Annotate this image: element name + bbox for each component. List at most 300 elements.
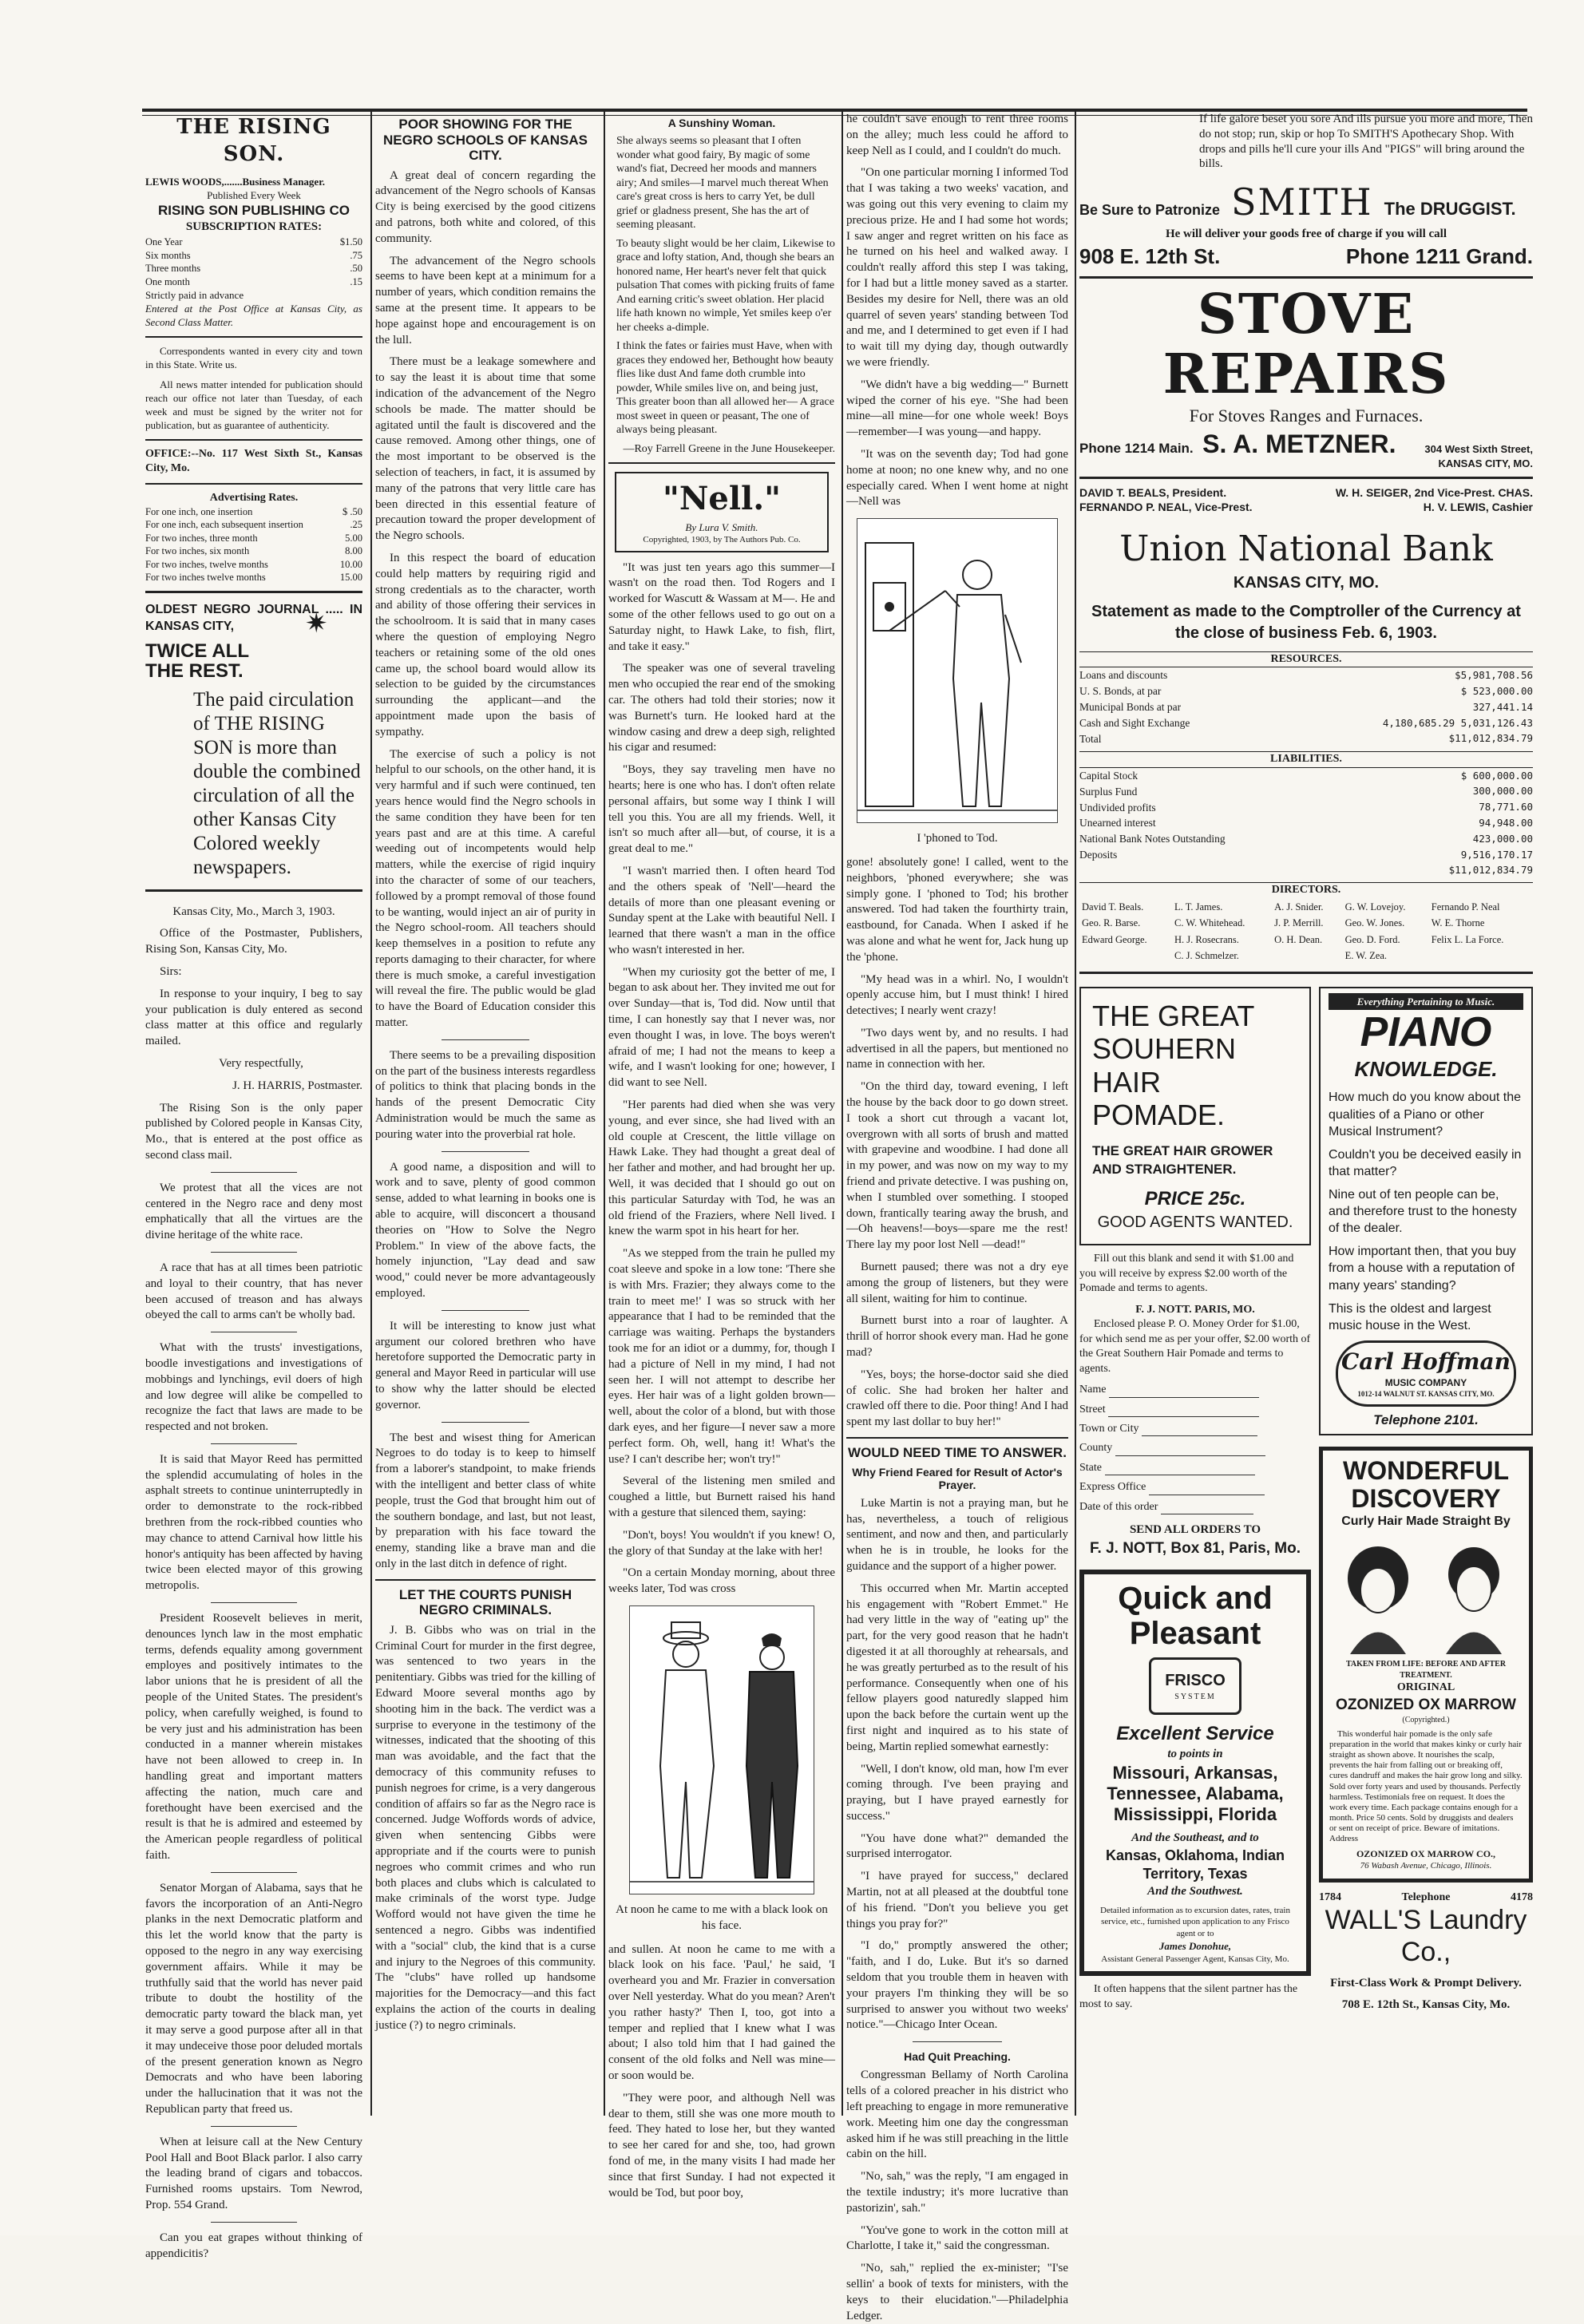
entered-note: Entered at the Post Office at Kansas City, as Second Class Matter.: [145, 303, 362, 329]
fin-row: [1079, 699, 1533, 715]
adv-label: For two inches twelve months: [145, 572, 266, 584]
smith-contact: [1079, 243, 1533, 270]
adv-value: 10.00: [339, 558, 362, 570]
adv-label: For one inch, one insertion: [145, 505, 253, 517]
ox-marrow-name: OZONIZED OX MARROW: [1336, 1696, 1516, 1714]
story-byline: By Lura V. Smith.: [685, 521, 758, 533]
paragraph: gone! absolutely gone! I called, went to the neighbors, 'phoned everywhere; she was simply gone. I 'phoned to Tod; his brother answered. Tod had taken the fourthirty train, eastbound, for Canada. When I asked if he was alone and what he went for, Jack hung up the 'phone.: [846, 855, 1068, 964]
bank-officers-left: DAVID T. BEALS, President. FERNANDO P. NEAL, Vice-Prest.: [1079, 485, 1253, 514]
hair-pomade-agents: GOOD AGENTS WANTED.: [1097, 1213, 1293, 1231]
illustration-telephone: [857, 518, 1058, 823]
column-rule: [842, 110, 843, 2116]
adv-label: For two inches, twelve months: [145, 558, 268, 570]
frisco-service: Excellent Service: [1116, 1723, 1274, 1745]
rate-label: One month: [145, 275, 190, 287]
rate-label: One Year: [145, 236, 183, 248]
ox-marrow-title: WONDERFUL DISCOVERY: [1343, 1455, 1509, 1514]
adv-value: $ .50: [343, 505, 362, 517]
divider: [145, 336, 362, 338]
adv-label: For two inches, six month: [145, 545, 250, 557]
walls-phones: [1319, 1890, 1533, 1905]
frisco-ad: [1079, 1570, 1311, 1976]
rate-row: [145, 236, 362, 249]
adv-row: [145, 571, 362, 584]
divider: [211, 2222, 298, 2223]
frisco-agent: James Donohue,: [1158, 1940, 1232, 1953]
paragraph: Several of the listening men smiled and coughed a little, but Burnett raised his hand with a gesture that silenced them, saying:: [608, 1475, 835, 1519]
paragraph: "It was on the seventh day; Tod had gone home at noon; no one knew why, and no one especially cared. When I went home at night—Nell was: [846, 447, 1068, 509]
frisco-agent-title: Assistant General Passenger Agent, Kansas City, Mo.: [1101, 1954, 1289, 1964]
bank-statement: Statement as made to the Comptroller of the Currency at the close of business Feb. 6, 1903.: [1091, 603, 1521, 642]
director: A. J. Snider.: [1274, 901, 1324, 913]
article-headline: LET THE COURTS PUNISH NEGRO CRIMINALS.: [398, 1586, 572, 1618]
director: J. P. Merrill.: [1274, 917, 1324, 929]
smith-address: 908 E. 12th St.: [1079, 243, 1221, 268]
adv-value: 15.00: [339, 572, 362, 584]
form-blank[interactable]: [1105, 1465, 1256, 1475]
fin-label: [1079, 863, 1367, 878]
fin-value: $11,012,834.79: [1448, 732, 1533, 745]
letter-address: Office of the Postmaster, Publishers, Rising Son, Kansas City, Mo.: [145, 927, 362, 956]
hoffman-logo: [1336, 1340, 1516, 1407]
resources-table: [1079, 667, 1533, 746]
director: [1081, 948, 1172, 964]
liabilities-table: [1079, 768, 1533, 877]
paragraph: It will be interesting to know just what argument our colored brethren who have heretofore supported the Democratic party in general and Mayor Reed in particular will use to show why the latter should be elected governor.: [375, 1319, 596, 1411]
column-2: [375, 112, 596, 2187]
ox-marrow-company: OZONIZED OX MARROW CO.,: [1356, 1847, 1496, 1859]
fin-value: $11,012,834.79: [1448, 863, 1533, 876]
paragraph: "My head was in a whirl. No, I wouldn't openly accuse him, but I must think! I hired detectives; I nearly went crazy!: [846, 972, 1068, 1018]
letter-date: Kansas City, Mo., March 3, 1903.: [172, 905, 335, 918]
fin-row: [1079, 715, 1533, 731]
before-after-portraits: [1330, 1534, 1522, 1654]
ox-marrow-ad: [1319, 1447, 1533, 1883]
ox-marrow-caption: TAKEN FROM LIFE: BEFORE AND AFTER TREATMENT.: [1345, 1660, 1507, 1680]
paragraph: There seems to be a prevailing disposition on the part of the business interests regardless of politics to think that placing bonds in the hands of the present Democratic City Administration would be much the same as pouring water into the proverbial rat hole.: [375, 1048, 596, 1141]
smith-phone: Phone 1211 Grand.: [1345, 243, 1533, 268]
paragraph: and sullen. At noon he came to me with a black look on his face. 'Paul,' he said, 'I overheard you and Mr. Frazier in conversation over Nell yesterday. What do you mean? Aren't you rather hasty?' Then I, too, got into a temper and replied that I knew what I was about; I also told him that I had gained the consent of the old folks and Nell was mine—or soon would be.: [608, 1942, 835, 2082]
paragraph: "Well, I don't know, old man, how I'm ever coming through. I've been praying and praying, but I have prayed earnestly for success.": [846, 1762, 1068, 1823]
fin-label: Cash and Sight Exchange: [1079, 716, 1190, 729]
paid-circulation: The paid circulation of THE RISING SON is more than double the combined circulation of all the other Kansas City Colored weekly newspapers.: [193, 688, 361, 878]
masthead-title: THE RISING SON.: [176, 115, 331, 167]
divider: [211, 1443, 298, 1444]
piano-phone: Telephone 2101.: [1373, 1411, 1479, 1427]
adv-value: 8.00: [345, 545, 362, 557]
column-3: [608, 112, 835, 2199]
fin-value: 78,771.60: [1479, 801, 1533, 814]
paragraph: It is said that Mayor Reed has permitted the splendid accumulating of holes in the asphalt streets to continue uninterruptedly in order to demonstrate to the rock-ribbed brethren from the rock-ribbed counties who may chance to attend Carnival how little his honor's antiquity has been affected by having twice been elected mayor of this growing metropolis.: [145, 1452, 362, 1593]
rate-row: [145, 249, 362, 263]
rate-row: [145, 275, 362, 289]
paragraph: "No, sah," replied the ex-minister; "I'se sellin' a book of texts for ministers, with the keys to their elucidation."—Philadelphia Ledger.: [846, 2262, 1068, 2322]
story-title: "Nell.": [662, 480, 781, 518]
fin-label: Capital Stock: [1079, 769, 1138, 782]
poem-attribution: —Roy Farrell Greene in the June Housekeeper.: [623, 442, 835, 455]
adv-row: [145, 505, 362, 519]
paragraph: "Boys, they say traveling men have no hearts; here is one who has. I don't often relate personal affairs, but some way I think I will tell you this. You are all my friends. Well, it isn't so much after all—but, of course, it is a great deal to me.": [608, 763, 835, 856]
fin-label: Deposits: [1079, 849, 1118, 861]
director: C. J. Schmelzer.: [1174, 950, 1239, 962]
hair-pomade-price: PRICE 25c.: [1144, 1188, 1246, 1210]
ox-marrow-address: 76 Wabash Avenue, Chicago, Illinois.: [1360, 1861, 1492, 1871]
fin-label: National Bank Notes Outstanding: [1079, 833, 1226, 845]
smith-patronize: Be Sure to Patronize: [1079, 202, 1221, 218]
fin-value: 300,000.00: [1472, 785, 1533, 798]
paragraph: The Rising Son is the only paper published by Colored people in Kansas City, Mo., that is entered at the post office as second class mail.: [145, 1101, 362, 1162]
divider: [442, 1151, 529, 1152]
paragraph: "Her parents had died when she was very young, and ever since, she had lived with an old couple at Crescent, the little village on Hawk Lake. They had thought a great deal of her father and mother, and had brought her up. Well, it was decided that I should go out on this particular Saturday with Tod, he was an old friend of the Fraziers, where Nell lived. I knew the warm spot in his heart for her.: [608, 1099, 835, 1238]
directors-row: [1081, 900, 1531, 915]
director: C. W. Whitehead.: [1174, 917, 1245, 929]
piano-ad: [1319, 987, 1533, 1435]
illustration-caption: At noon he came to me with a black look on his face.: [616, 1902, 828, 1932]
piano-para: How much do you know about the qualities of a Piano or other Musical Instrument?: [1329, 1091, 1522, 1138]
hair-send-orders: SEND ALL ORDERS TO: [1129, 1523, 1261, 1537]
divider: [442, 1422, 529, 1423]
hoffman-company: MUSIC COMPANY: [1384, 1376, 1467, 1388]
hair-pomade-title: THE GREAT SOUHERN HAIR POMADE.: [1092, 999, 1254, 1131]
paragraph: The exercise of such a policy is not helpful to our schools, on the other hand, it is very harmful and if such were continued, ten years hence would find the Negro schools in the same condition they have been for ten years past and are at this time. A careful weeding out of incompetents would help matters, while the exercise of rigid inquiry into the character of some of our teachers, followed by a prompt removal of those found to be wanting, would inject an air of purity in the Negro school-room. All teachers should keep themselves in a position to refute any reports damaging to their character, for where there is much smoke, a careful investigation will reveal the fire. The public would be glad to have the Board of Education consider this matter.: [375, 747, 596, 1030]
form-row-county[interactable]: [1079, 1441, 1311, 1455]
advertising-rates: [145, 505, 362, 584]
article-headline: POOR SHOWING FOR THE NEGRO SCHOOLS OF KANSAS CITY.: [383, 117, 588, 164]
fin-row: [1079, 667, 1533, 683]
published-weekly: Published Every Week: [207, 188, 301, 201]
directors-table: [1079, 898, 1533, 965]
paragraph: he couldn't save enough to rent three rooms on the alley; much less could he afford to keep Nell as I could, and I couldn't do much.: [846, 113, 1068, 157]
rate-label: Six months: [145, 249, 191, 261]
walls-phone-1: 1784: [1319, 1890, 1341, 1903]
fin-row: [1079, 863, 1533, 878]
piano-top-banner: Everything Pertaining to Music.: [1329, 993, 1523, 1010]
fin-row: [1079, 784, 1533, 800]
smith-deliver: He will deliver your goods free of charge if you will call: [1165, 227, 1447, 240]
divider: [145, 439, 362, 441]
paragraph: In this respect the board of education could help matters by requiring rigid and strong credentials as to the character, worth and ability of those offering their services in the schoolroom. It is said that in many cases where the question of employing Negro teachers or retaining some of the old ones came up, the school board would allow its selection to be guided by the circumstances surrounding the applicant—and the appointment made upon the basis of sympathy.: [375, 551, 596, 738]
column-rule: [370, 110, 372, 2116]
column-rule: [1075, 110, 1076, 2116]
frisco-logo: [1149, 1657, 1241, 1715]
hoffman-address: 1012-14 WALNUT ST. KANSAS CITY, MO.: [1357, 1389, 1495, 1398]
telephone-man-illustration: [857, 519, 1057, 822]
divider: [846, 1437, 1068, 1439]
form-blank[interactable]: [1161, 1504, 1253, 1514]
adv-row: [145, 558, 362, 572]
paragraph: "Two days went by, and no results. I had advertised in all the papers, but mentioned no name in connection with her.: [846, 1026, 1068, 1071]
form-row-town[interactable]: [1079, 1422, 1311, 1436]
director: Geo. D. Ford.: [1344, 933, 1400, 945]
fin-label: Municipal Bonds at par: [1079, 701, 1182, 714]
fin-label: Unearned interest: [1079, 817, 1156, 829]
form-blank[interactable]: [1142, 1426, 1257, 1436]
column-ads: [1079, 112, 1533, 2187]
paragraph: "We didn't have a big wedding—" Burnett wiped the corner of his eye. "She had been mine—all mine—for one whole week! Boys—remember—I was young—and happy.: [846, 378, 1068, 439]
ads-left-column: [1079, 980, 1311, 2018]
letter-signature: J. H. HARRIS, Postmaster.: [232, 1079, 362, 1092]
frisco-southwest: And the Southwest.: [1147, 1885, 1243, 1898]
paragraph: "When my curiosity got the better of me, I began to ask about her. They invited me out for over Sunday—that is, Tod did. Now until that time, I can honestly say that I never was, nor even thought I was, in love. The boys weren't afraid of me; I had not the means to keep a wife, and I wasn't looking for one; however, I did want to see Nell.: [608, 965, 835, 1090]
piano-title: PIANO: [1360, 1008, 1492, 1055]
divider: [1079, 477, 1533, 479]
fin-label: U. S. Bonds, at par: [1079, 685, 1162, 698]
adv-value: 5.00: [345, 532, 362, 544]
paragraph: What with the trusts' investigations, boodle investigations and investigations of mobbings and lynchings, evil doers of high and low degree will alike be compelled to recognize the fact that laws are made to be respected and not broken.: [145, 1341, 362, 1434]
stove-title: STOVE REPAIRS: [1162, 282, 1450, 406]
fin-label: Loans and discounts: [1079, 669, 1168, 682]
rate-value: .15: [350, 275, 362, 287]
paragraph: A great deal of concern regarding the advancement of the Negro schools of Kansas City is being exercised by the good citizens and patrons, both white and colored, of this community.: [375, 168, 596, 245]
form-blank[interactable]: [1115, 1446, 1266, 1456]
piano-para: Couldn't you be deceived easily in that matter?: [1329, 1147, 1522, 1178]
director: E. W. Zea.: [1344, 950, 1387, 962]
rate-value: .50: [350, 263, 362, 275]
column-rule: [604, 110, 605, 2116]
walls-tagline: First-Class Work & Prompt Delivery.: [1330, 1976, 1522, 1989]
paragraph: Senator Morgan of Alabama, says that he favors the incorporation of an Anti-Negro planks in the next Democratic platform and this let the world know that the party is opposed to the negro in any way exercising government affairs. While it may be truthfully said that the world has never paid tribute to doubt the hostility of the democratic party toward the black man, yet it may serve a good purpose after all in that it may undeceive those poor deluded mortals of the present generation known as Negro Democrats and who have been laboring under the hallucination that it was not the Republican party that freed us.: [145, 1881, 362, 2116]
divider: [211, 1872, 298, 1873]
form-row-express[interactable]: [1079, 1480, 1311, 1495]
fin-value: 4,180,685.29 5,031,126.43: [1382, 716, 1533, 729]
divider: [145, 591, 362, 593]
fin-row: [1079, 800, 1533, 816]
paragraph: "On a certain Monday morning, about three weeks later, Tod was cross: [608, 1566, 835, 1596]
piano-para: How important then, that you buy from a house with a reputation of many years' standing?: [1329, 1245, 1516, 1293]
piano-para: This is the oldest and largest music house in the West.: [1329, 1301, 1491, 1332]
walls-laundry-ad: [1319, 1890, 1533, 2013]
form-row-state[interactable]: [1079, 1461, 1311, 1475]
paragraph: "You've gone to work in the cotton mill at Charlotte, I take it," said the congressman.: [846, 2223, 1068, 2253]
adv-row: [145, 544, 362, 558]
director: [1431, 948, 1531, 964]
advertising-heading: Advertising Rates.: [209, 491, 299, 504]
frisco-logo-system: SYSTEM: [1174, 1692, 1216, 1701]
rate-label: Three months: [145, 263, 201, 275]
directors-row: [1081, 948, 1531, 964]
paragraph: "As we stepped from the train he pulled my coat sleeve and spoke in a low tone: 'There she is with Mrs. Frazier; they always come to the train to meet me!' I was so struck with her appearance that I had to be reminded that the carriage was waiting. Perhaps the bystanders took me for an idiot or a dummy, for, though I had a picture of Nell in my mind, I had not seen her. I will not attempt to describe her eyes. Her hair was of a light golden brown—well, about the color of a blond, but with those dark eyes, and her figure—I never saw a more perfect form. Oh, well, hang it! What's the use? I can't describe her; won't try!": [608, 1247, 835, 1466]
paragraph: "Yes, boys; the horse-doctor said she died of colic. She had broken her halter and crawled off there to die. Poor thing! And I had spent my last dollar to buy her!": [846, 1368, 1068, 1429]
divider: [211, 2126, 298, 2127]
ox-marrow-original: ORIGINAL: [1396, 1681, 1455, 1693]
fin-label: Surplus Fund: [1079, 785, 1138, 798]
directors-row: [1081, 932, 1531, 948]
form-row-street[interactable]: [1079, 1403, 1311, 1417]
divider: [913, 2041, 1001, 2042]
form-label: Town or City: [1079, 1422, 1139, 1435]
rate-value: $1.50: [339, 236, 362, 248]
hoffman-brand: Carl Hoffman: [1341, 1348, 1511, 1375]
paragraph: We protest that all the vices are not centered in the Negro race and deny most emphatically that all the virtues are the divine heritage of the white race.: [145, 1181, 362, 1242]
paragraph: When at leisure call at the New Century Pool Hall and Boot Black parlor. I also carry the leading brand of cigars and tobaccos. Furnished rooms upstairs. Tom Newrod, Prop. 554 Grand.: [145, 2135, 362, 2211]
smith-poem: If life galore beset you sore And ills pursue you more and more, Then do not stop; run, skip or hop To SMITH'S Apothecary Shop. With drops and pills he'll cure your ills And "PIGS" will bring around the bills.: [1199, 113, 1533, 171]
advance-note: Strictly paid in advance: [145, 289, 244, 302]
walls-address: 708 E. 12th St., Kansas City, Mo.: [1341, 1998, 1511, 2012]
paragraph: "No, sah," was the reply, "I am engaged in the textile industry; it's more lucrative than pastorizin', sah.": [846, 2170, 1068, 2215]
divider: [211, 1172, 298, 1173]
silent-partner: It often happens that the silent partner has the most to say.: [1079, 1983, 1298, 2010]
ox-marrow-body: This wonderful hair pomade is the only safe preparation in the world that makes kinky or curly hair straight as shown above. It nourishes the scalp, prevents the hair from falling out or breaking off, cures dandruff and makes the hair grow long and silky. Sold over forty years and used by thousands. Perfectly harmless. Testimonials free on request. It does the work every time. Each package contains enough for a month. Price 50 cents. Sold by druggists and dealers or sent on receipt of price. Beware of imitations. Address: [1329, 1728, 1523, 1844]
article-headline: Had Quit Preaching.: [904, 2050, 1011, 2064]
subscription-heading: SUBSCRIPTION RATES:: [185, 220, 323, 234]
frisco-and: And the Southeast, and to: [1131, 1831, 1259, 1844]
paragraph: A race that has at all times been patriotic and loyal to their country, that has never been accused of treason and has always obeyed the call to arms can't be wholly bad.: [145, 1261, 362, 1322]
fin-row: [1079, 815, 1533, 831]
story-title-box: [615, 472, 829, 552]
paragraph: Burnett paused; there was not a dry eye among the group of listeners, but they were all silent, waiting for him to continue.: [846, 1261, 1068, 1305]
hair-fill-instructions: Fill out this blank and send it with $1.00 and you will receive by express $2.00 worth of the Pomade and terms to agents.: [1079, 1253, 1294, 1295]
frisco-to: to points in: [1167, 1747, 1223, 1760]
paragraph: "I do," promptly answered the other; "faith, and I do, Luke. But it's so darned seldom that you trouble them in heaven with your prayers I'm thinking they will be so surprised to answer you without two weeks' notice."—Chicago Inter Ocean.: [846, 1939, 1068, 2032]
poem-stanza: To beauty slight would be her claim, Likewise to grace and lofty station, And, though she bears an honored name, Her heart's never felt that quick pulsation That comes with picking fruits of fame And earning critic's sweet oblation. Her placid life hath known no wimple, Yet smiles keep o'er her cheeks a-dimple.: [616, 237, 835, 334]
fin-value: $ 523,000.00: [1460, 684, 1533, 697]
paragraph: A good name, a disposition and will to work and to save, plenty of good common sense, added to what learning in books one is able to acquire, will disconcert a thousand theories on "How to Solve the Negro Problem." In view of the above facts, the homely injunction, "Lay dead and saw wood," could never be more advantageously employed.: [375, 1160, 596, 1301]
resources-heading: RESOURCES.: [1079, 651, 1533, 667]
article-headline: WOULD NEED TIME TO ANSWER.: [848, 1445, 1067, 1461]
bank-city: KANSAS CITY, MO.: [1233, 573, 1380, 592]
form-blank[interactable]: [1108, 1407, 1259, 1417]
form-label: County: [1079, 1442, 1113, 1455]
paragraph: "They were poor, and although Nell was dear to them, still she was one more mouth to feed. They hated to lose her, but they wanted to see her cared for and she, too, had grown fond of me, in the many visits I had made her since that first Sunday. I had not expected it would be Tod, but poor boy,: [608, 2091, 835, 2199]
fin-row: [1079, 731, 1533, 747]
fin-value: 423,000.00: [1472, 832, 1533, 845]
fin-value: 327,441.14: [1472, 700, 1533, 713]
paragraph: This occurred when Mr. Martin accepted his engagement with "Robert Emmet." He had very little in the way of "eating up" the part, for the very good reason that he hadn't digested it at all thoroughly at rehearsals, and he was greatly perturbed as to the result of his performance. Consequently when one of his fellow players good naturedly slapped him upon the back before the curtain went up the first night and inquired as to his state of being, Martin replied somewhat earnestly:: [846, 1582, 1068, 1753]
fin-label: Total: [1079, 732, 1102, 745]
stove-address: 304 West Sixth Street, KANSAS CITY, MO.: [1424, 443, 1533, 469]
poem-title: A Sunshiny Woman.: [667, 117, 776, 129]
walls-title: WALL'S Laundry Co.,: [1325, 1905, 1527, 1967]
letter-close: Very respectfully,: [219, 1056, 303, 1070]
paragraph: The best and wisest thing for American Negroes to do today is to keep to himself from a laborer's standpoint, to make friends with the intelligent and better class of white people, trust the God that brought him out of the southern bondage, and last, but not least, by preparation with his face toward the enemy, standing like a brave man and die only in the last ditch in defence of right.: [375, 1431, 596, 1570]
fin-row: [1079, 831, 1533, 847]
form-blank[interactable]: [1149, 1485, 1265, 1495]
form-label: Date of this order: [1079, 1500, 1158, 1513]
paragraph: "On the third day, toward evening, I left the house by the back door to go down street. I took a short cut through a vacant lot, overgrown with all sorts of brush and matted with grapevine and woodbine. I had done all in my power, and was now on my way to my friend and private detective. I was pushing on, when I stumbled over something. I stooped down, frantically tearing away the brush, and—Oh heavens!—boys—spare me the rest! There lay my poor lost Nell —dead!": [846, 1080, 1068, 1252]
frisco-logo-text: FRISCO: [1165, 1672, 1226, 1690]
walls-telephone-label: Telephone: [1401, 1890, 1451, 1903]
divider: [1079, 972, 1533, 974]
piano-para: Nine out of ten people can be, and therefore trust to the honesty of the dealer.: [1329, 1188, 1517, 1236]
divider: [211, 1602, 298, 1603]
letter-body: In response to your inquiry, I beg to say your publication is duly entered as second class matter at this office and regularly mailed.: [145, 987, 362, 1048]
divider: [145, 889, 362, 892]
fin-row: [1079, 683, 1533, 699]
star-icon: ✷: [305, 609, 328, 639]
adv-row: [145, 532, 362, 545]
poem-stanza: I think the fates or fairies must Have, when with graces they endowed her, Bethought how beauty flies like dust And fame doth crumble into powder, While smiles live on, and being just, This greater boon than all allowed her— A grace most sweet in queen or peasant, The one of always being pleasant.: [616, 340, 834, 437]
fin-value: 9,516,170.17: [1460, 848, 1533, 861]
poem-stanza: She always seems so pleasant that I often wonder what good fairy, By magic of some wand's fiat, Decreed her moods and manners airy; And smiles—I marvel much thereat When care's great cross is hers to carry Yet, be dull grief or gladness present, She has the art of seeming pleasant.: [616, 135, 829, 232]
form-blank[interactable]: [1109, 1388, 1260, 1398]
director: Geo. W. Jones.: [1344, 917, 1405, 929]
bank-officers: [1079, 485, 1533, 515]
form-label: Name: [1079, 1384, 1107, 1396]
frisco-states: Missouri, Arkansas, Tennessee, Alabama, Mississippi, Florida: [1107, 1762, 1284, 1825]
illustration-caption: I 'phoned to Tod.: [917, 832, 998, 845]
director: W. E. Thorne: [1431, 917, 1485, 929]
bank-officers-right: W. H. SEIGER, 2nd Vice-Prest. CHAS. H. V. LEWIS, Cashier: [1335, 485, 1533, 514]
frisco-detail: Detailed information as to excursion dates, rates, train service, etc., furnished upon application to any Frisco agent or to: [1100, 1905, 1290, 1938]
director: Geo. R. Barse.: [1082, 917, 1141, 929]
paragraph: "On one particular morning I informed Tod that I was taking a two weeks' vacation, and was going out this very evening to claim my precious prize. He and I had some hot words; I saw anger and regret written on his face as he turned on his heel and walked away. I couldn't really afford this step I was taking, for I had but a little money saved as a starter. Besides my desire for Nell, there was an old quarrel of seven years' standing between Tod and me, and I determined to get even if I had to wait till my dying day, though outwardly we were friendly.: [846, 166, 1068, 369]
paragraph: The speaker was one of several traveling men who occupied the rear end of the smoking car. The others had told their stories; now it was Burnett's turn. He looked hard at the window casing and drew a deep sigh, relighted his cigar and resumed:: [608, 662, 835, 754]
bank-name: Union National Bank: [1119, 528, 1493, 569]
illustration-two-men: [629, 1605, 814, 1894]
fin-row: [1079, 768, 1533, 784]
fin-value: $5,981,708.56: [1455, 669, 1533, 682]
form-label: Express Office: [1079, 1481, 1146, 1494]
subscription-rates: [145, 236, 362, 288]
ox-marrow-subtitle: Curly Hair Made Straight By: [1341, 1514, 1511, 1529]
adv-row: [145, 518, 362, 532]
paragraph: "I wasn't married then. I often heard Tod and the others speak of 'Nell'—heard the details of more than one pleasant evening or Sunday spent at the Lake with beautiful Nell. I learned that there wasn't a man in the office who wasn't interested in her.: [608, 864, 835, 956]
paragraph: President Roosevelt believes in merit, denounces lynch law in the most emphatic terms, defends equality among government employes and positively intimates to the labor unions that he is president of all the people of the United States. The president's policy, when carefully weighed, is found to be very just and his administration has been conducted in a manner wherein mistakes have not been allowed to creep in. In handling great and important matters affecting the nation, much care and forethought have been exercised and the result is that he is admired and esteemed by the American people regardless of political faith.: [145, 1612, 362, 1863]
stove-subtitle: For Stoves Ranges and Furnaces.: [1189, 406, 1424, 426]
director: Felix L. La Force.: [1431, 933, 1504, 945]
adv-value: .25: [350, 519, 362, 531]
divider: [442, 1310, 529, 1311]
two-men-illustration: [630, 1606, 814, 1894]
divider: [375, 1579, 596, 1581]
rate-row: [145, 262, 362, 275]
director: Edward George.: [1082, 933, 1147, 945]
correspondents-note: Correspondents wanted in every city and town in this State. Write us.: [145, 344, 362, 370]
walls-phone-2: 4178: [1510, 1890, 1533, 1903]
hair-box-address: F. J. NOTT, Box 81, Paris, Mo.: [1090, 1540, 1301, 1558]
oldest-journal: OLDEST NEGRO JOURNAL ..... IN KANSAS CITY,: [145, 602, 362, 634]
column-4: [846, 112, 1068, 2322]
director: [1273, 948, 1342, 964]
divider: [608, 462, 835, 464]
director: David T. Beals.: [1082, 901, 1144, 913]
ads-lower-grid: [1079, 980, 1533, 2018]
form-row-name[interactable]: [1079, 1383, 1311, 1397]
fin-row: [1079, 847, 1533, 863]
hair-address: F. J. NOTT. PARIS, MO.: [1135, 1303, 1255, 1316]
director: Fernando P. Neal: [1431, 901, 1500, 913]
business-manager: LEWIS WOODS,.......Business Manager.: [145, 175, 326, 188]
office-address: OFFICE:--No. 117 West Sixth St., Kansas City, Mo.: [145, 447, 362, 475]
director: G. W. Lovejoy.: [1344, 901, 1406, 913]
twice-all-the-rest: TWICE ALL THE REST.: [145, 640, 249, 683]
stove-phone: Phone 1214 Main.: [1079, 441, 1194, 457]
divider: [442, 1039, 529, 1040]
fin-value: $ 600,000.00: [1460, 769, 1533, 782]
article-subheadline: Why Friend Feared for Result of Actor's Prayer.: [852, 1465, 1063, 1491]
publisher-name: RISING SON PUBLISHING CO: [158, 202, 350, 218]
directors-row: [1081, 916, 1531, 931]
ads-right-column: [1319, 980, 1533, 2018]
smith-druggist: The DRUGGIST.: [1384, 199, 1516, 219]
smith-ad: [1079, 178, 1533, 227]
form-row-date[interactable]: [1079, 1500, 1311, 1514]
stove-name: S. A. METZNER.: [1202, 430, 1396, 459]
paragraph: "Don't, boys! You wouldn't if you knew! O, the glory of that Sunday at the lake with her!: [608, 1528, 835, 1558]
form-label: State: [1079, 1461, 1102, 1474]
adv-label: For two inches, three month: [145, 532, 258, 544]
divider: [211, 1252, 298, 1253]
paragraph: The advancement of the Negro schools seems to have been kept at a minimum for a number of years, which condition remains the same at the present time. It appears to be hope against hope and encouragement is on the lull.: [375, 254, 596, 346]
paragraph: There must be a leakage somewhere and to say the least it is about time that some indication of the advancement of the Negro schools be made. The matter should be agitated until the fault is discovered and the cause removed. Among other things, one of the most important to be observed is the selection of teachers, in fact, it is assumed by many of the patrons that very little care has been directed in this essential feature of precaution toward the proper development of the Negro schools.: [375, 355, 596, 543]
directors-heading: DIRECTORS.: [1079, 882, 1533, 897]
poem: [608, 134, 835, 456]
hair-pomade-ad: [1079, 987, 1311, 1246]
fin-value: 94,948.00: [1479, 817, 1533, 829]
story-copyright: Copyrighted, 1903, by The Authors Pub. Co.: [643, 535, 801, 545]
paragraph: Congressman Bellamy of North Carolina tells of a colored preacher in his district who left preaching to engage in more remunerative work. Meeting him one day the congressman asked him if he was still preaching in the little cabin on the hill.: [846, 2069, 1068, 2161]
column-1: [145, 112, 362, 2260]
